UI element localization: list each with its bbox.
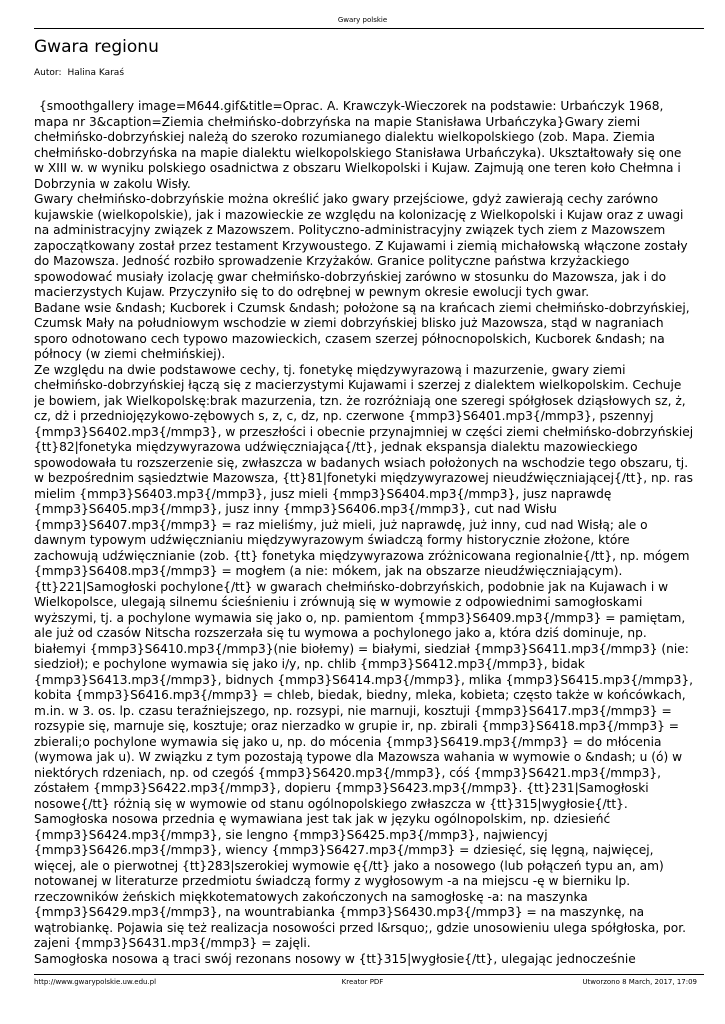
footer-divider xyxy=(34,974,704,975)
article-title: Gwara regionu xyxy=(34,37,159,57)
author-name: Halina Karaś xyxy=(67,68,125,78)
footer-created-date: Utworzono 8 March, 2017, 17:09 xyxy=(582,978,697,986)
author-line xyxy=(34,68,124,78)
paragraph: Ze względu na dwie podstawowe cechy, tj. fonetykę międzywyrazową i mazurzenie, gwary ziemi chełmińsko-dobrzyńskiej łączą się z macierzystymi Kujawami i szerzej z dialektem wielkopolskim. Cechuje je bowiem, jak Wielkopolskę:brak mazurzenia, tzn. że rozróżniają one szeregi spółgłosek dziąsłowych sz, ż, cz, dż i przedniojęzykowo-zębowych s, z, c, dz, np. czerwone {mmp3}S6401.mp3{/mmp3}, pszennyj {mmp3}S6402.mp3{/mmp3}, w przeszłości i obecnie przynajmniej w części ziemi chełmińsko-dobrzyńskiej {tt}82|fonetyka międzywyrazowa udźwięczniająca{/tt}, jednak ekspansja dialektu mazowieckiego spowodowała tu rozszerzenie się, zwłaszcza w badanych wsiach położonych na wschodzie tego obszaru, tj. w bezpośrednim sąsiedztwie Mazowsza, {tt}81|fonetyki międzywyrazowej nieudźwięczniającej{/tt}, np. ras mielim {mmp3}S6403.mp3{/mmp3}, jusz mieli {mmp3}S6404.mp3{/mmp3}, jusz naprawdę {mmp3}S6405.mp3{/mmp3}, jusz inny {mmp3}S6406.mp3{/mmp3}, cut nad Wisłu {mmp3}S6407.mp3{/mmp3} = raz mieliśmy, już mieli, już naprawdę, już inny, cud nad Wisłą; ale o dawnym typowym udźwięcznianiu międzywyrazowym świadczą formy historycznie złożone, które zachowują udźwięcznianie (zob. {tt} fonetyka międzywyrazowa zróżnicowana regionalnie{/tt}, np. mógem {mmp3}S6408.mp3{/mmp3} = mogłem (a nie: mókem, jak na obszarze nieudźwięczniającym). {tt}221|Samogłoski pochylone{/tt} w gwarach chełmińsko-dobrzyńskich, podobnie jak na Kujawach i w Wielkopolsce, ulegają silnemu ścieśnieniu i zrównują się w wymowie z odpowiednimi samogłoskami wyższymi, tj. a pochylone wymawia się jako o, np. pamientom {mmp3}S6409.mp3{/mmp3} = pamiętam, ale już od czasów Nitscha rozszerzała się tu wymowa a pochylonego jako a, która dziś dominuje, np. białemyi {mmp3}S6410.mp3{/mmp3}(nie biołemy) = białymi, siedział {mmp3}S6411.mp3{/mmp3} (nie: siedzioł); e pochylone wymawia się jako i/y, np. chlib {mmp3}S6412.mp3{/mmp3}, bidak {mmp3}S6413.mp3{/mmp3}, bidnych {mmp3}S6414.mp3{/mmp3}, mlika {mmp3}S6415.mp3{/mmp3}, kobita {mmp3}S6416.mp3{/mmp3} = chleb, biedak, biedny, mleka, kobieta; często także w końcówkach, m.in. w 3. os. lp. czasu teraźniejszego, np. rozsypi, nie marnuji, kosztuji {mmp3}S6417.mp3{/mmp3} = rozsypie się, marnuje się, kosztuje; oraz nierzadko w grupie ir, np. zbirali {mmp3}S6418.mp3{/mmp3} = zbierali;o pochylone wymawia się jako u, np. do mócenia {mmp3}S6419.mp3{/mmp3} = do młócenia (wymowa jak u). W związku z tym pozostają typowe dla Mazowsza wahania w wymowie o &ndash; u (ó) w niektórych rdzeniach, np. od czegóś {mmp3}S6420.mp3{/mmp3}, cóś {mmp3}S6421.mp3{/mmp3}, zóstałem {mmp3}S6422.mp3{/mmp3}, dopieru {mmp3}S6423.mp3{/mmp3}. {tt}231|Samogłoski nosowe{/tt} różnią się w wymowie od stanu ogólnopolskiego zwłaszcza w {tt}315|wygłosie{/tt}. xyxy=(34,362,694,811)
paragraph: Samogłoska nosowa ą traci swój rezonans nosowy w {tt}315|wygłosie{/tt}, ulegając jednocześnie xyxy=(34,951,636,966)
paragraph: {smoothgallery image=M644.gif&title=Oprac. A. Krawczyk-Wieczorek na podstawie: Urbańczyk 1968, mapa nr 3&caption=Ziemia chełmińsko-dobrzyńska na mapie Stanisława Urbańczyka}Gwary ziemi chełmińsko-dobrzyńskiej należą do szeroko rozumianego dialektu wielkopolskiego (zob. Mapa. Ziemia chełmińsko-dobrzyńska na mapie dialektu wielkopolskiego Stanisława Urbańczyka). Ukształtowały się one w XIII w. w wyniku polskiego osadnictwa z obszaru Wielkopolski i Kujaw. Zajmują one teren koło Chełmna i Dobrzynia w zakolu Wisły. xyxy=(34,99,682,191)
footer-url: http://www.gwarypolskie.uw.edu.pl xyxy=(34,978,157,986)
article-body xyxy=(34,99,694,967)
footer-creator: Kreator PDF xyxy=(341,978,384,986)
paragraph: Samogłoska nosowa przednia ę wymawiana jest tak jak w języku ogólnopolskim, np. dziesieńć {mmp3}S6424.mp3{/mmp3}, sie lengno {mmp3}S6425.mp3{/mmp3}, najwiencyj {mmp3}S6426.mp3{/mmp3}, wiency {mmp3}S6427.mp3{/mmp3} = dziesięć, się lęgną, najwięcej, więcej, ale o pierwotnej {tt}283|szerokiej wymowie ę{/tt} jako a nosowego (lub połączeń typu an, am) notowanej w literaturze przedmiotu świadczą formy z wygłosowym -a na miejscu -ę w bierniku lp. rzeczowników żeńskich miękkotematowych zakończonych na samogłoskę -a: na maszynka {mmp3}S6429.mp3{/mmp3}, na wountrabianka {mmp3}S6430.mp3{/mmp3} = na maszynkę, na wątrobiankę. Pojawia się też realizacja nosowości przed l&rsquo;, gdzie unosowieniu ulega spółgłoska, por. zajeni {mmp3}S6431.mp3{/mmp3} = zajęli. xyxy=(34,812,686,950)
author-label: Autor: xyxy=(34,68,62,78)
paragraph: Gwary chełmińsko-dobrzyńskie można określić jako gwary przejściowe, gdyż zawierają cechy zarówno kujawskie (wielkopolskie), jak i mazowieckie ze względu na kolonizację z Wielkopolski i Kujaw oraz z uwagi na administracyjny związek z Mazowszem. Polityczno-administracyjny związek tych ziem z Mazowszem zapoczątkowany został przez testament Krzywoustego. Z Kujawami i ziemią michałowską włączone zostały do Mazowsza. Jedność rozbiło sprowadzenie Krzyżaków. Granice polityczne państwa krzyżackiego spowodować musiały izolację gwar chełmińsko-dobrzyńskiej zarówno w stosunku do Mazowsza, jak i do macierzystych Kujaw. Przyczyniło się to do odrębnej w pewnym okresie ewolucji tych gwar. xyxy=(34,192,688,299)
header-divider xyxy=(34,28,704,29)
running-header: Gwary polskie xyxy=(337,16,388,24)
paragraph: Badane wsie &ndash; Kucborek i Czumsk &ndash; położone są na krańcach ziemi chełmińsko-dobrzyńskiej, Czumsk Mały na południowym wschodzie w ziemi dobrzyńskiej blisko już Mazowsza, stąd w nagraniach sporo odnotowano cech typowo mazowieckich, czasem szerzej północnopolskich, Kucborek &ndash; na północy (w ziemi chełmińskiej). xyxy=(34,300,690,361)
